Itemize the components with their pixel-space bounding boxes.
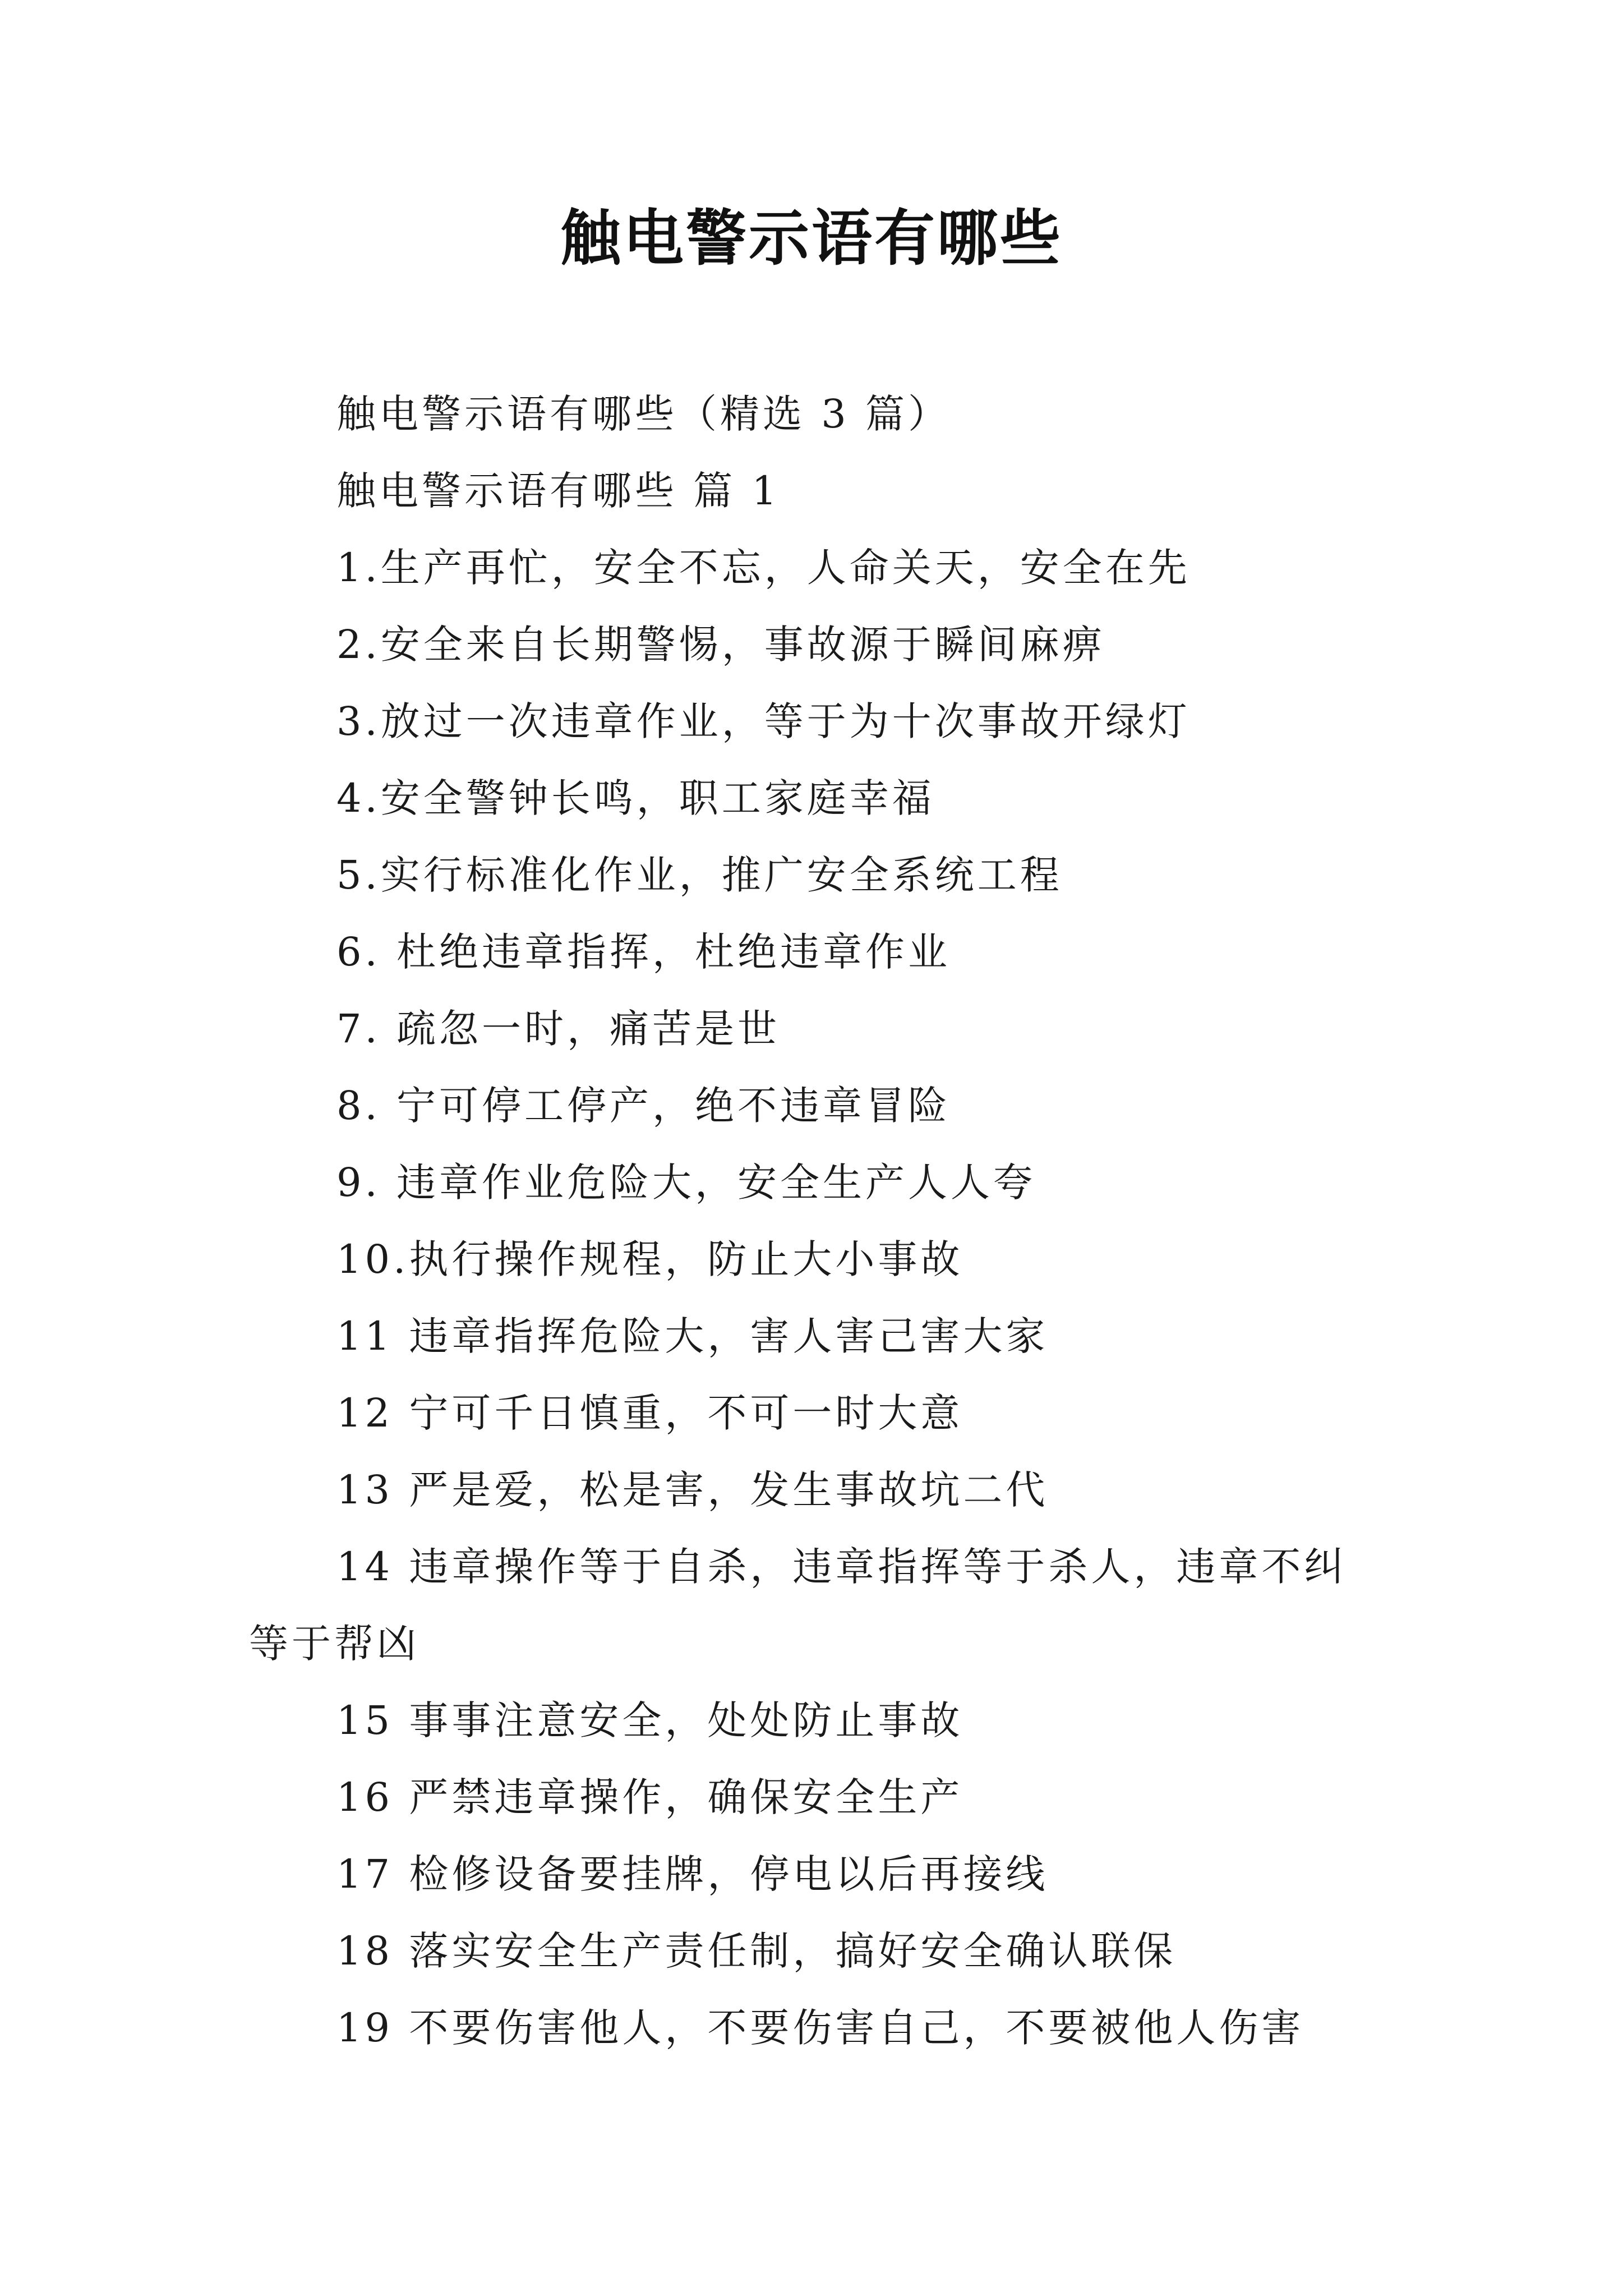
- slogan-item: 17 检修设备要挂牌，停电以后再接线: [336, 1851, 1049, 1897]
- slogan-item: 8. 宁可停工停产，绝不违章冒险: [336, 1083, 951, 1129]
- slogan-item: 6. 杜绝违章指挥，杜绝违章作业: [336, 929, 951, 975]
- slogan-item: 15 事事注意安全，处处防止事故: [336, 1697, 963, 1743]
- slogan-item: 19 不要伤害他人，不要伤害自己，不要被他人伤害: [336, 2005, 1304, 2051]
- slogan-item: 18 落实安全生产责任制，搞好安全确认联保: [336, 1928, 1177, 1974]
- slogan-item: 11 违章指挥危险大，害人害己害大家: [336, 1313, 1049, 1359]
- slogan-item: 13 严是爱，松是害，发生事故坑二代: [336, 1467, 1049, 1513]
- document-body: [249, 376, 1387, 2067]
- document-title: 触电警示语有哪些: [560, 203, 1063, 274]
- section-heading: 触电警示语有哪些 篇 1: [336, 468, 781, 514]
- slogan-item: 2.安全来自长期警惕，事故源于瞬间麻痹: [336, 622, 1105, 668]
- slogan-item: 10.执行操作规程，防止大小事故: [336, 1236, 963, 1282]
- slogan-item: 14 违章操作等于自杀，违章指挥等于杀人，违章不纠等于帮凶: [249, 1544, 1347, 1667]
- slogan-item: 9. 违章作业危险大，安全生产人人夸: [336, 1159, 1036, 1205]
- slogan-item: 16 严禁违章操作，确保安全生产: [336, 1774, 963, 1820]
- slogan-item: 4.安全警钟长鸣，职工家庭幸福: [336, 775, 935, 821]
- subtitle-line: 触电警示语有哪些（精选 3 篇）: [336, 391, 951, 437]
- slogan-item: 7. 疏忽一时，痛苦是世: [336, 1006, 781, 1052]
- slogan-item: 3.放过一次违章作业，等于为十次事故开绿灯: [336, 698, 1191, 744]
- slogan-item: 12 宁可千日慎重，不可一时大意: [336, 1390, 963, 1436]
- slogan-item: 5.实行标准化作业，推广安全系统工程: [336, 852, 1063, 898]
- slogan-item: 1.生产再忙，安全不忘，人命关天，安全在先: [336, 545, 1191, 591]
